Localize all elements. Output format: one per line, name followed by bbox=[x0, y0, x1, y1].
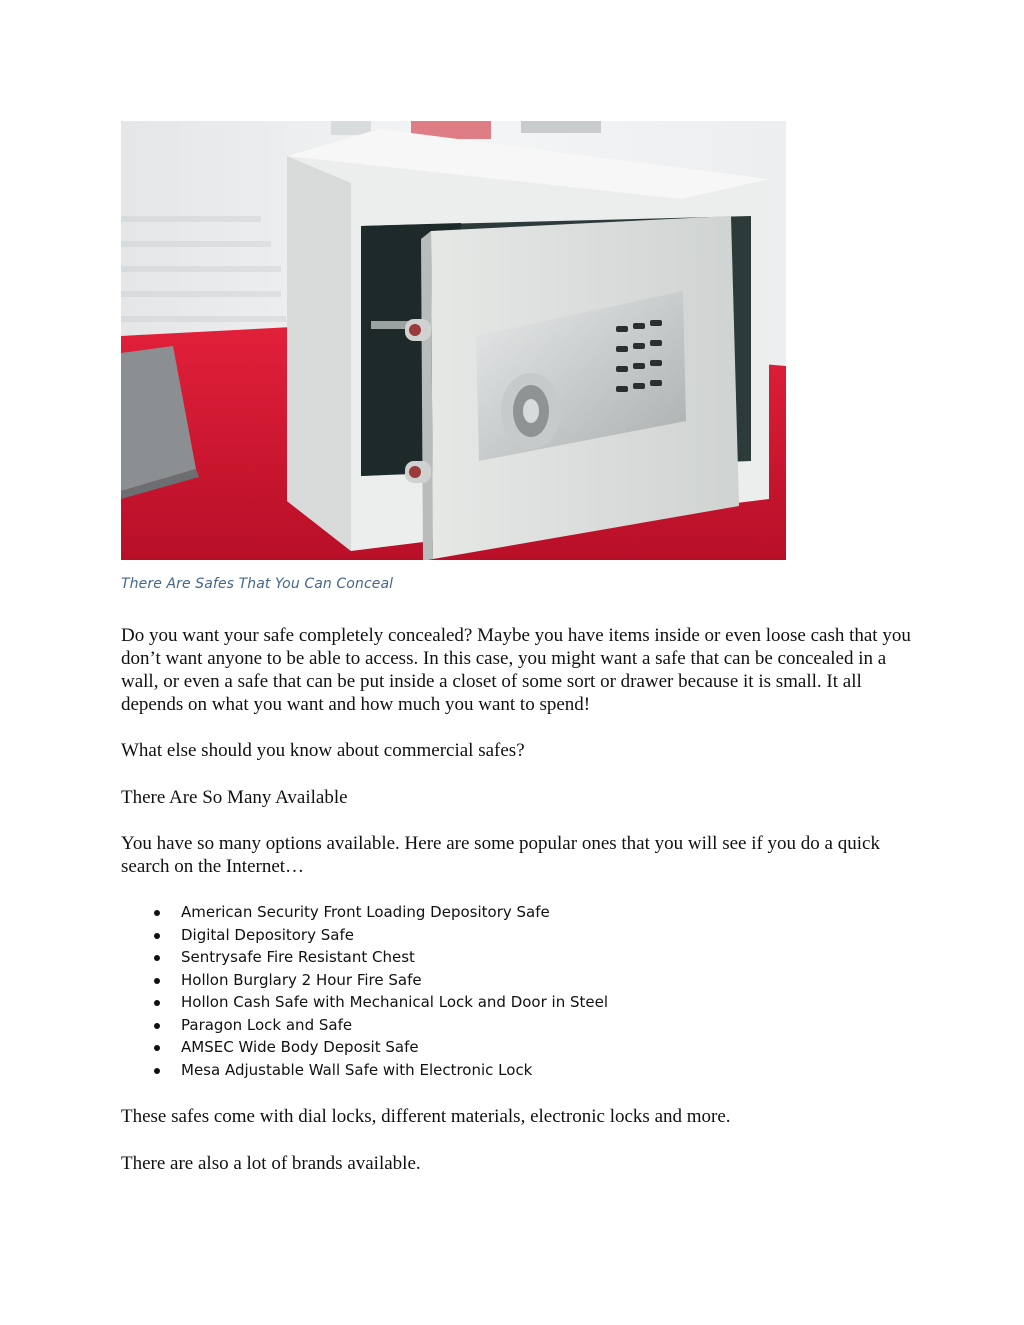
list-item-label: Paragon Lock and Safe bbox=[181, 1015, 353, 1034]
list-item-label: American Security Front Loading Depository Safe bbox=[181, 903, 550, 921]
list-item bbox=[121, 1014, 608, 1037]
bullet-icon bbox=[154, 910, 160, 916]
safe-illustration bbox=[121, 121, 786, 560]
list-item-label: Mesa Adjustable Wall Safe with Electronic Lock bbox=[181, 1060, 533, 1079]
bullet-icon bbox=[154, 933, 160, 939]
features-paragraph: These safes come with dial locks, different materials, electronic locks and more. bbox=[121, 1106, 731, 1127]
section-heading: There Are So Many Available bbox=[121, 787, 348, 808]
bullet-icon bbox=[154, 955, 160, 961]
list-item-label: AMSEC Wide Body Deposit Safe bbox=[181, 1038, 419, 1056]
bullet-icon bbox=[154, 1068, 160, 1074]
list-item bbox=[121, 1036, 608, 1059]
bullet-icon bbox=[154, 1000, 160, 1006]
question-paragraph: What else should you know about commercial safes? bbox=[121, 740, 525, 761]
safe-list bbox=[121, 901, 608, 1081]
list-item bbox=[121, 946, 608, 969]
list-item-label: Digital Depository Safe bbox=[181, 925, 354, 944]
list-item-label: Hollon Cash Safe with Mechanical Lock and Door in Steel bbox=[181, 993, 609, 1011]
safe-photo bbox=[121, 121, 786, 560]
list-item bbox=[121, 991, 608, 1014]
list-item bbox=[121, 901, 608, 924]
bullet-icon bbox=[154, 1023, 160, 1029]
list-item-label: Sentrysafe Fire Resistant Chest bbox=[181, 948, 415, 966]
bullet-icon bbox=[154, 978, 160, 984]
figure-caption: There Are Safes That You Can Conceal bbox=[121, 576, 394, 592]
brands-paragraph: There are also a lot of brands available. bbox=[121, 1153, 421, 1174]
list-item bbox=[121, 924, 608, 947]
intro-paragraph: Do you want your safe completely concealed? Maybe you have items inside or even loose cash that you don’t want anyone to be able to access. In this case, you might want a safe that can be concealed in a wall, or even a safe that can be put inside a closet of some sort or drawer because it is small. It all depends on what you want and how much you want to spend! bbox=[121, 625, 911, 715]
list-item-label: Hollon Burglary 2 Hour Fire Safe bbox=[181, 970, 422, 989]
bullet-icon bbox=[154, 1045, 160, 1051]
options-paragraph: You have so many options available. Here are some popular ones that you will see if you do a quick search on the Internet… bbox=[121, 833, 880, 877]
list-item bbox=[121, 969, 608, 992]
list-item bbox=[121, 1059, 608, 1082]
